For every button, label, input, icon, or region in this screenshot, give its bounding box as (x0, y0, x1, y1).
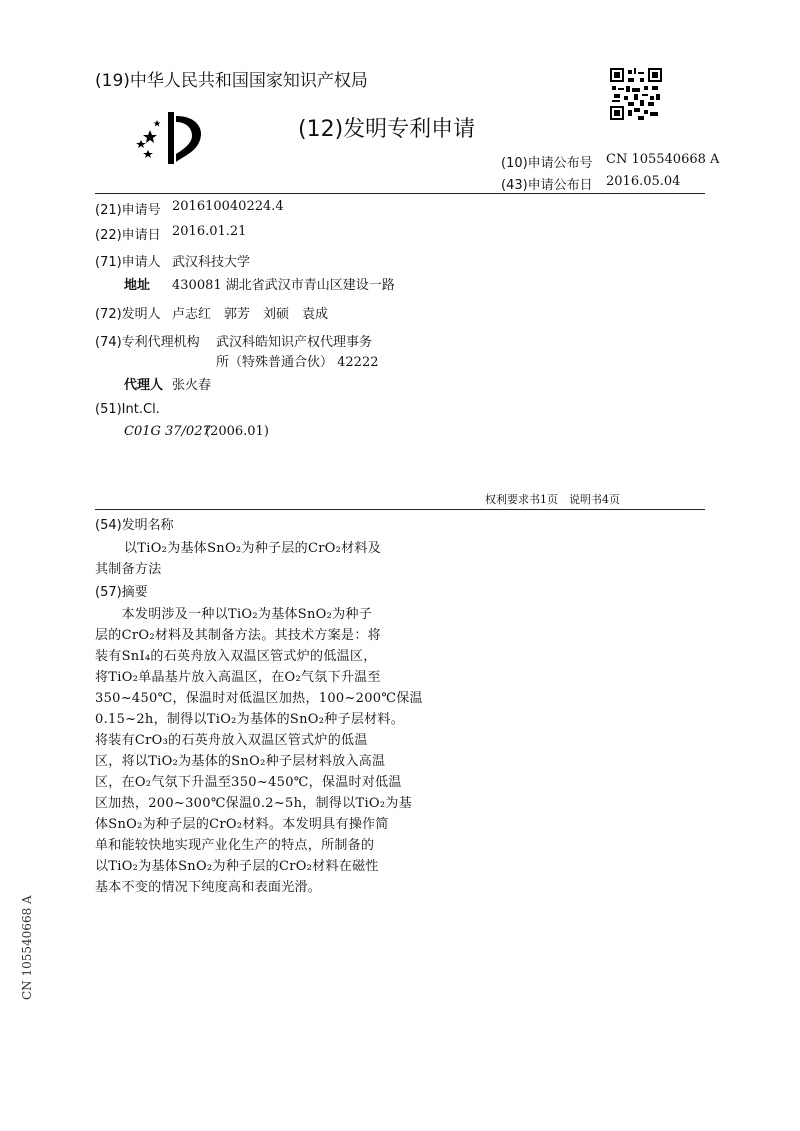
abstract-line: 将TiO₂单晶基片放入高温区，在O₂气氛下升温至 (95, 670, 381, 685)
abstract-line: 本发明涉及一种以TiO₂为基体SnO₂为种子 (95, 607, 373, 622)
publication-number-label: (10)申请公布号 (501, 156, 593, 171)
agent: 张火春 (172, 378, 212, 393)
address: 430081 湖北省武汉市青山区建设一路 (172, 278, 395, 293)
agent-label: 代理人 (124, 378, 164, 393)
pages-note: 权利要求书1页 说明书4页 (485, 493, 620, 506)
abstract-line: 装有SnI₄的石英舟放入双温区管式炉的低温区， (95, 649, 377, 664)
publication-number: CN 105540668 A (606, 152, 720, 167)
agency-line-1: 武汉科皓知识产权代理事务 (216, 335, 373, 350)
side-publication-id: CN 105540668 A (20, 895, 34, 1000)
applicant-label: (71)申请人 (95, 255, 161, 270)
abstract-line: 以TiO₂为基体SnO₂为种子层的CrO₂材料在磁性 (95, 859, 379, 874)
abstract-line: 区加热，200~300℃保温0.2~5h，制得以TiO₂为基 (95, 796, 412, 811)
intcl-label: (51)Int.Cl. (95, 402, 160, 417)
title-label: (54)发明名称 (95, 518, 174, 533)
abstract-line: 350~450℃，保温时对低温区加热，100~200℃保温 (95, 691, 423, 706)
abstract-line: 区，在O₂气氛下升温至350~450℃，保温时对低温 (95, 775, 402, 790)
abstract-line: 区，将以TiO₂为基体的SnO₂种子层材料放入高温 (95, 754, 386, 769)
abstract-line: 体SnO₂为种子层的CrO₂材料。本发明具有操作简 (95, 817, 389, 832)
inventors: 卢志红 郭芳 刘硕 袁成 (172, 307, 329, 322)
invention-title-line-1: 以TiO₂为基体SnO₂为种子层的CrO₂材料及 (124, 541, 382, 556)
qr-code (610, 68, 662, 120)
agency-label: (74)专利代理机构 (95, 335, 200, 350)
address-label: 地址 (124, 278, 151, 293)
application-number: 201610040224.4 (172, 199, 284, 214)
office-name: (19)中华人民共和国国家知识产权局 (95, 71, 368, 91)
invention-title-line-2: 其制备方法 (95, 562, 162, 577)
abstract-line: 单和能较快地实现产业化生产的特点，所制备的 (95, 838, 375, 853)
sipo-logo-icon (130, 108, 210, 168)
agency-line-2: 所（特殊普通合伙） 42222 (216, 355, 379, 370)
application-date-label: (22)申请日 (95, 228, 161, 243)
application-date: 2016.01.21 (172, 224, 247, 239)
abstract-label: (57)摘要 (95, 585, 148, 600)
intcl-code: C01G 37/027 (124, 424, 211, 439)
header-divider (95, 193, 705, 194)
abstract-line: 将装有CrO₃的石英舟放入双温区管式炉的低温 (95, 733, 368, 748)
intcl-date: (2006.01) (205, 424, 269, 439)
section-divider (95, 509, 705, 510)
inventors-label: (72)发明人 (95, 307, 161, 322)
abstract-line: 层的CrO₂材料及其制备方法。其技术方案是：将 (95, 628, 381, 643)
application-number-label: (21)申请号 (95, 203, 161, 218)
document-type: (12)发明专利申请 (298, 117, 476, 142)
publication-date-label: (43)申请公布日 (501, 178, 593, 193)
abstract-line: 0.15~2h，制得以TiO₂为基体的SnO₂种子层材料。 (95, 712, 405, 727)
abstract-line: 基本不变的情况下纯度高和表面光滑。 (95, 880, 322, 895)
publication-date: 2016.05.04 (606, 174, 681, 189)
applicant: 武汉科技大学 (172, 255, 251, 270)
